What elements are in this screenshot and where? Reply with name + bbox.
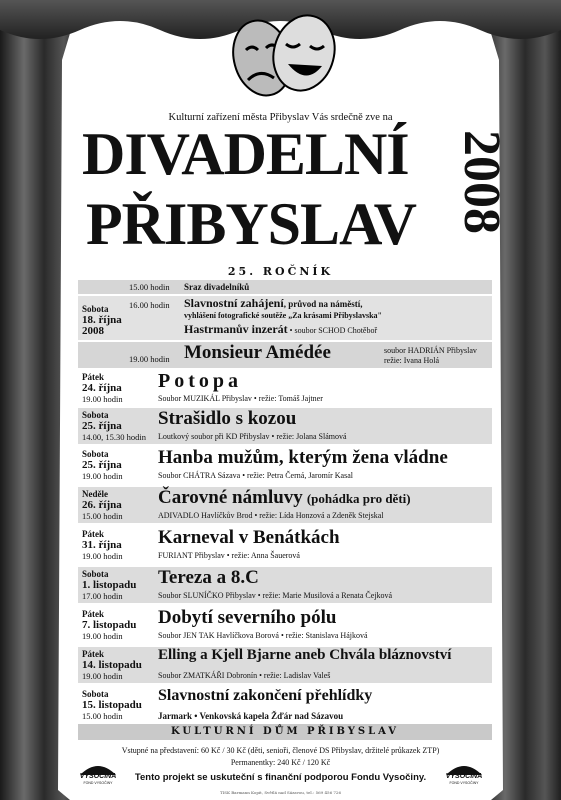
event-info: Soubor MUZIKÁL Přibyslav • režie: Tomáš Jajtner xyxy=(158,394,323,403)
event-date-label: Sobota 1. listopadu xyxy=(82,569,137,591)
vysocina-logo-left: VYSOČINA FOND VYSOČINY xyxy=(70,760,126,788)
event-title: Hanba mužům, kterým žena vládne xyxy=(158,447,448,468)
theatre-masks-icon xyxy=(214,8,349,108)
event-title: Strašidlo s kozou xyxy=(158,408,297,429)
invite-text: Kulturní zařízení města Přibyslav Vás srdečně zve na xyxy=(168,112,393,123)
event-title: Slavnostní zakončení přehlídky xyxy=(158,687,373,704)
day1-time-1: 15.00 hodin xyxy=(129,282,170,292)
event-title: Dobytí severního pólu xyxy=(158,607,337,628)
svg-text:2008: 2008 xyxy=(453,130,510,234)
event-time: 19.00 hodin xyxy=(82,551,123,561)
day1-item-3-title: Monsieur Amédée xyxy=(184,342,331,363)
event-date-label: Sobota 25. října xyxy=(82,410,122,432)
event-info: FURIANT Přibyslav • režie: Anna Šauerová xyxy=(158,551,300,560)
event-time: 19.00 hodin xyxy=(82,394,123,404)
event-date-label: Neděle 26. října xyxy=(82,489,122,511)
edition-label: 25. ROČNÍK xyxy=(227,265,334,278)
event-time: 14.00, 15.30 hodin xyxy=(82,432,146,442)
event-time: 15.00 hodin xyxy=(82,511,123,521)
event-date-label: Pátek 24. října xyxy=(82,372,122,394)
title-line-1: DIVADELNÍ xyxy=(82,121,409,187)
event-title: Tereza a 8.C xyxy=(158,567,259,588)
event-info: ADIVADLO Havlíčkův Brod • režie: Lída Honzová a Zdeněk Stejskal xyxy=(158,511,384,520)
year-vertical xyxy=(405,130,510,260)
event-time: 19.00 hodin xyxy=(82,471,123,481)
event-info: Soubor JEN TAK Havlíčkova Borová • režie: Stanislava Hájková xyxy=(158,631,368,640)
event-date-label: Pátek 7. listopadu xyxy=(82,609,137,631)
event-title: Elling a Kjell Bjarne aneb Chvála bláznovství xyxy=(158,647,452,663)
day1-item-3-info2: režie: Ivana Holá xyxy=(384,356,440,365)
event-time: 19.00 hodin xyxy=(82,671,123,681)
event-time: 15.00 hodin xyxy=(82,711,123,721)
day1-item-1: Sraz divadelníků xyxy=(184,282,250,292)
event-title-extra: (pohádka pro děti) xyxy=(306,491,411,506)
support-text: Tento projekt se uskuteční s finanční podporou Fondu Vysočiny. xyxy=(134,772,427,783)
event-info: Soubor SLUNÍČKO Přibyslav • režie: Marie Musilová a Renata Čejková xyxy=(158,591,393,600)
day1-item-2-title2: Hastrmanův inzerát • soubor SCHOD Chotěboř xyxy=(184,322,378,336)
day1-item-2-title: Slavnostní zahájení, průvod na náměstí, xyxy=(184,296,363,310)
event-time: 17.00 hodin xyxy=(82,591,123,601)
event-title: Potopa xyxy=(158,370,242,392)
event-date-label: Pátek 14. listopadu xyxy=(82,649,142,671)
event-info: Soubor ZMATKÁŘI Dobronín • režie: Ladislav Valeš xyxy=(158,671,331,680)
event-info: Jarmark • Venkovská kapela Žďár nad Sázavou xyxy=(158,711,344,721)
fee-line-1: Vstupné na představení: 60 Kč / 30 Kč (děti, senioři, členové DS Přibyslav, držitelé průkazek ZTP) xyxy=(121,746,440,755)
vysocina-logo-right: VYSOČINA FOND VYSOČINY xyxy=(436,760,492,788)
event-title: Čarovné námluvy (pohádka pro děti) xyxy=(158,487,411,508)
event-info: Loutkový soubor při KD Přibyslav • režie: Jolana Slámová xyxy=(158,432,347,441)
day1-time-3: 19.00 hodin xyxy=(129,354,170,364)
event-time: 19.00 hodin xyxy=(82,631,123,641)
event-title: Karneval v Benátkách xyxy=(158,527,340,548)
fee-line-2: Permanentky: 240 Kč / 120 Kč xyxy=(230,758,331,767)
event-date-label: Sobota 25. října xyxy=(82,449,122,471)
day1-item-2-sub: vyhlášení fotografické soutěže „Za krásami Přibyslavska" xyxy=(184,311,382,320)
event-date-label: Pátek 31. října xyxy=(82,529,122,551)
event-date-label: Sobota 15. listopadu xyxy=(82,689,142,711)
title-line-2: PŘIBYSLAV xyxy=(86,191,416,257)
day1-label: Sobota 18. října 2008 xyxy=(82,304,122,337)
imprint-text: TISK Barmann Kopit, Světlá nad Sázavou, tel.: 569 456 726 xyxy=(219,790,342,795)
event-info: Soubor CHÁTRA Sázava • režie: Petra Černá, Jaromír Kasal xyxy=(158,471,353,480)
day1-time-2: 16.00 hodin xyxy=(129,300,170,310)
day1-item-3-info1: soubor HADRIÁN Přibyslav xyxy=(384,346,477,355)
venue-band: KULTURNÍ DŮM PŘIBYSLAV xyxy=(78,724,492,740)
